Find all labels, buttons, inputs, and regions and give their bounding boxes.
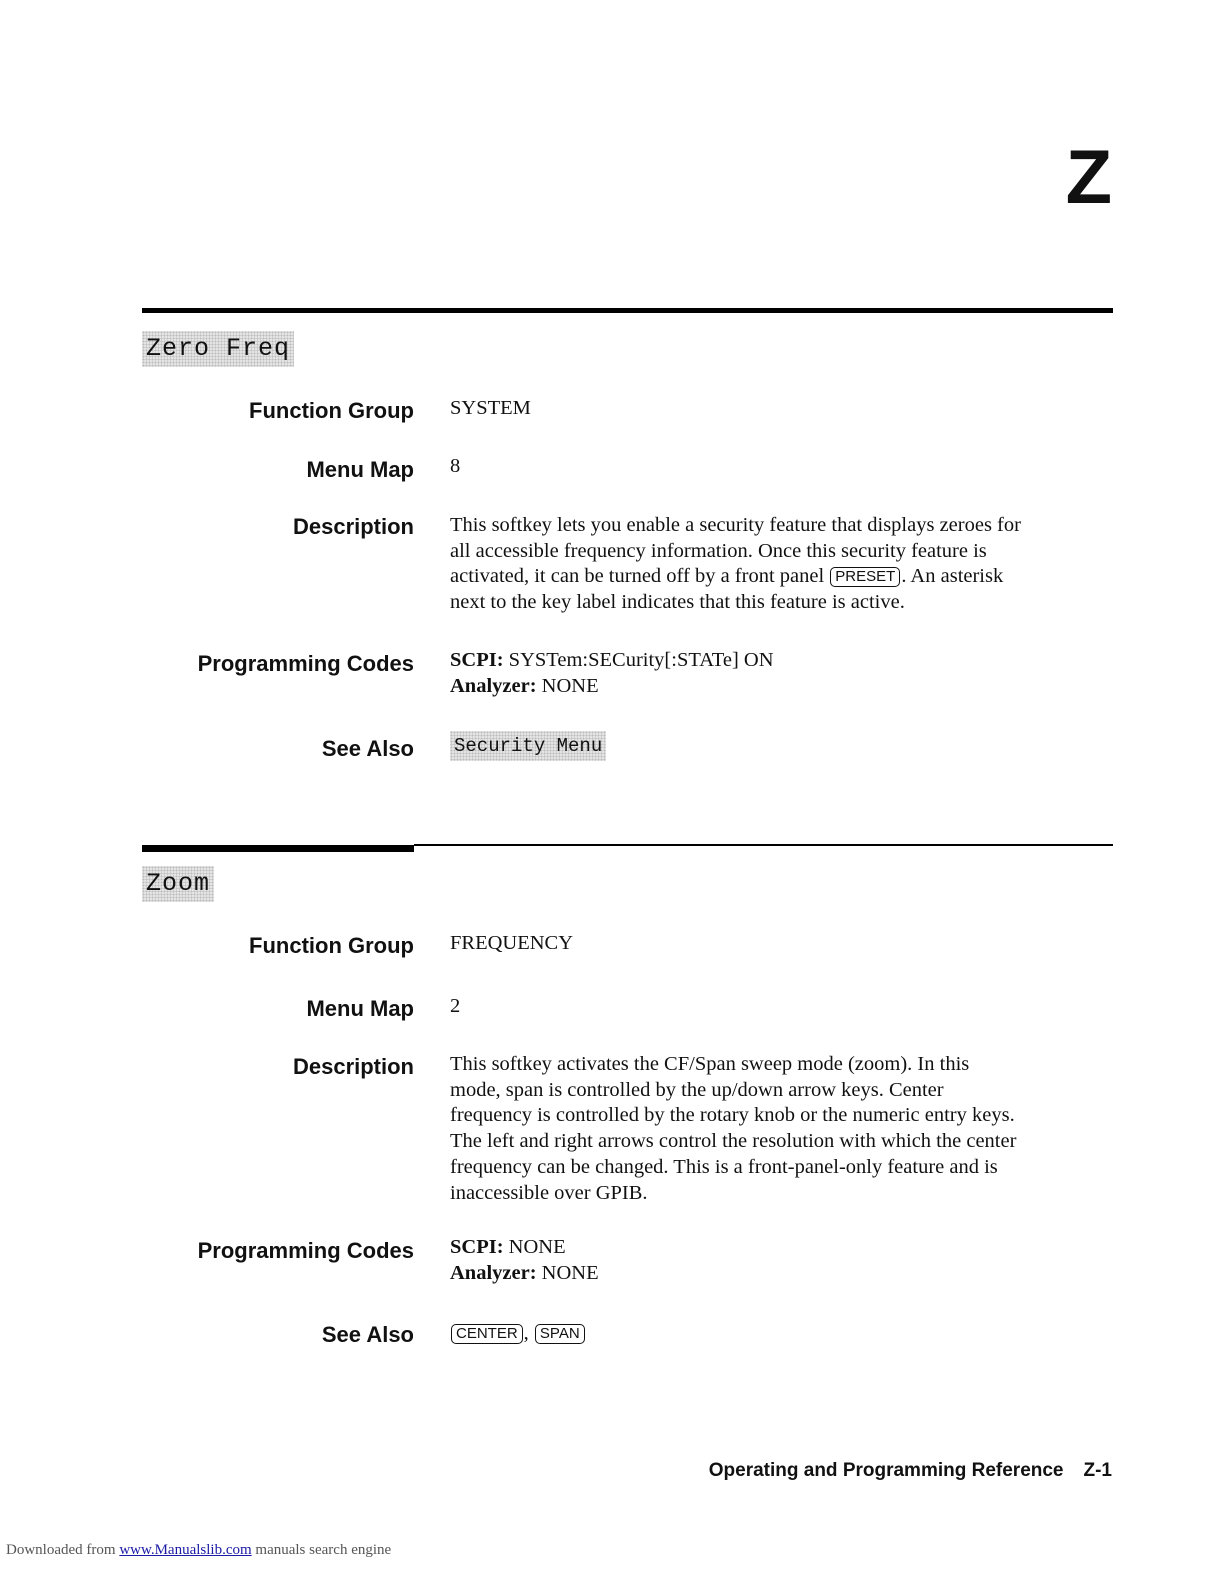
page-footer [709, 1460, 1112, 1482]
preset-key: PRESET [830, 567, 900, 587]
scpi-line: SCPI: NONE [450, 1236, 566, 1258]
see-also-value [450, 731, 1114, 761]
page-number: Z-1 [1083, 1460, 1112, 1481]
description-line: This softkey activates the CF/Span sweep mode (zoom). In this [450, 1053, 970, 1075]
security-menu-softkey-link[interactable]: Security Menu [450, 731, 606, 761]
download-notice: Downloaded from www.Manualslib.com manuals search engine [6, 1542, 392, 1558]
description-line: next to the key label indicates that this feature is active. [450, 591, 905, 614]
function-group-label: Function Group [249, 398, 414, 423]
see-also-value [450, 1321, 1114, 1347]
menu-map-value: 2 [450, 995, 461, 1017]
footer-section-title: Operating and Programming Reference [708, 1460, 1064, 1481]
description-label: Description [292, 1054, 414, 1079]
analyzer-line: Analyzer: NONE [450, 674, 599, 697]
section-rule [142, 308, 1113, 313]
menu-map-label: Menu Map [306, 996, 414, 1021]
programming-codes-label: Programming Codes [197, 651, 414, 676]
see-also-label: See Also [321, 736, 414, 761]
menu-map-value: 8 [450, 455, 461, 477]
center-key-link[interactable]: CENTER [451, 1324, 523, 1344]
description-line: This softkey lets you enable a security feature that displays zeroes for [450, 514, 1021, 536]
menu-map-label: Menu Map [306, 457, 414, 482]
description-text [450, 1052, 1114, 1206]
programming-codes-label: Programming Codes [197, 1238, 414, 1263]
see-also-label: See Also [321, 1322, 414, 1347]
section-rule-thin [414, 844, 1113, 846]
analyzer-line: Analyzer: NONE [450, 1261, 599, 1284]
description-line: mode, span is controlled by the up/down arrow keys. Center [450, 1078, 944, 1101]
entry-title-zero-freq: Zero Freq [142, 331, 294, 367]
programming-codes-value [450, 1235, 1114, 1286]
scpi-line: SCPI: SYSTem:SECurity[:STATe] ON [450, 649, 774, 671]
description-text [450, 513, 1114, 616]
description-line: inaccessible over GPIB. [450, 1181, 648, 1204]
description-line: The left and right arrows control the resolution with which the center [450, 1130, 1017, 1153]
programming-codes-value [450, 648, 1114, 699]
description-line: all accessible frequency information. Once this security feature is [450, 539, 987, 562]
span-key-link[interactable]: SPAN [535, 1324, 585, 1344]
section-rule-thick [142, 845, 414, 852]
description-line: activated, it can be turned off by a front panel PRESET . An asterisk [450, 565, 1004, 588]
description-line: frequency is controlled by the rotary knob or the numeric entry keys. [450, 1104, 1015, 1127]
chapter-letter: Z [1065, 135, 1112, 220]
description-label: Description [292, 514, 414, 539]
manualslib-link[interactable]: www.Manualslib.com [119, 1542, 252, 1558]
function-group-value: SYSTEM [450, 397, 531, 419]
entry-title-zoom: Zoom [142, 866, 214, 902]
function-group-label: Function Group [249, 933, 414, 958]
description-line: frequency can be changed. This is a front-panel-only feature and is [450, 1155, 998, 1178]
function-group-value: FREQUENCY [450, 932, 574, 954]
see-also-separator: , [523, 1322, 529, 1344]
